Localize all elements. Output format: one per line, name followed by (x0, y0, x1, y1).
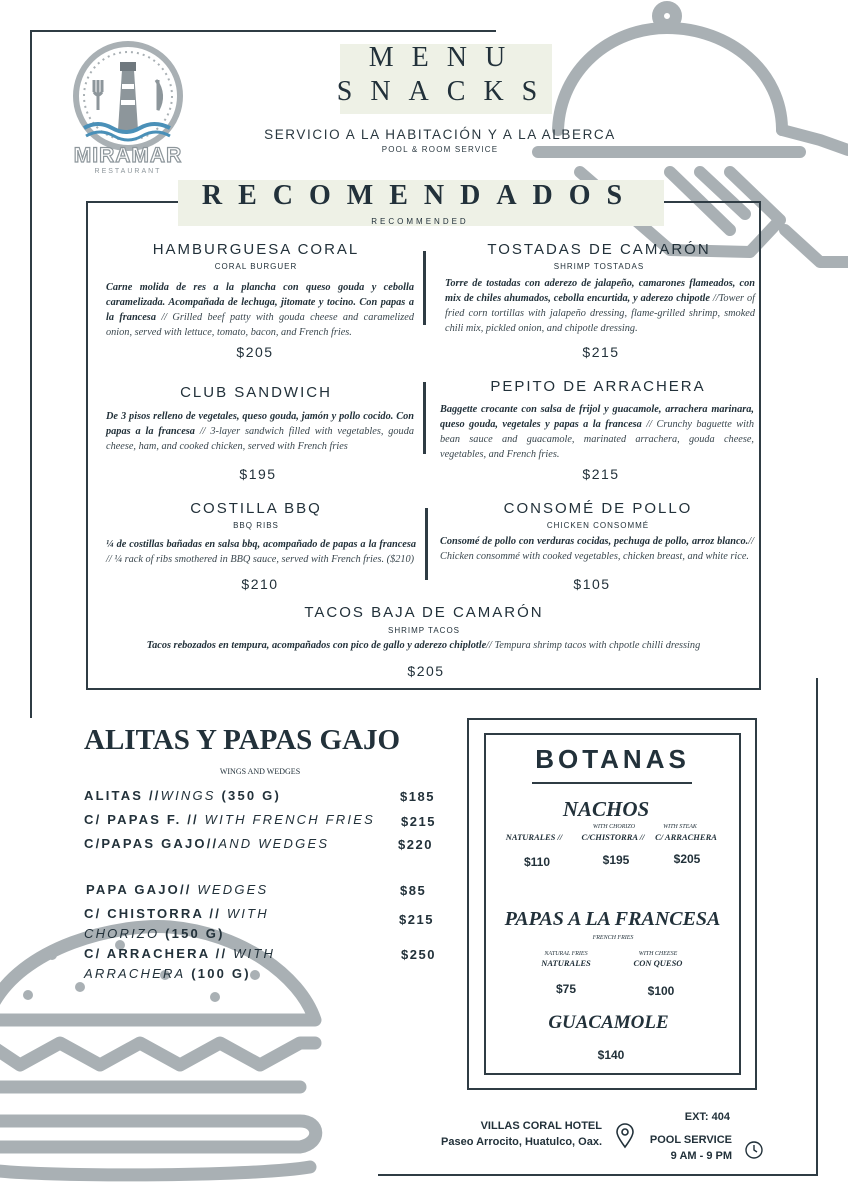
wings-item-es: C/ CHISTORRA // (84, 906, 227, 921)
clock-icon (744, 1140, 764, 1160)
frame-left-line (30, 30, 32, 718)
description-en: //Tower of fried corn tortillas with jalapeño dressing, flame-grilled shrimp, smoked chili mix, pickled onion, and chipotle dressing. (445, 293, 755, 334)
menu-item-description (106, 537, 416, 567)
wings-item-price: $85 (400, 883, 427, 898)
description-en: // ¼ rack of ribs smothered in BBQ sauce, served with French fries. ($210) (106, 554, 415, 565)
menu-item-price: $215 (582, 466, 620, 482)
wings-item-extra: (150 G) (159, 926, 225, 941)
description-en: // Crunchy baguette with bean sauce and guacamole, marinated arrachera, gouda cheese, vegetables, and French fries. (440, 419, 754, 460)
menu-item-name: HAMBURGUESA CORAL (152, 241, 360, 258)
menu-item-name: COSTILLA BBQ (190, 500, 322, 517)
nachos-price: $205 (673, 852, 701, 866)
wings-item-es: C/ PAPAS F. // (84, 812, 205, 827)
brand-tag: RESTAURANT (94, 168, 162, 175)
description-en: // Tempura shrimp tacos with chpotle chilli dressing (486, 640, 701, 651)
fries-option: NATURALES (541, 958, 591, 968)
column-divider (423, 251, 426, 325)
hotel-name: VILLAS CORAL HOTEL (480, 1120, 602, 1132)
wings-item (84, 786, 384, 806)
menu-item-price: $105 (573, 576, 611, 592)
frame-bottom-line (378, 1174, 818, 1176)
description-en: // Chicken consommé with cooked vegetables, chicken breast, and white rice. (440, 536, 754, 562)
fries-option: CON QUESO (633, 958, 683, 968)
menu-item-name: PEPITO DE ARRACHERA (490, 378, 706, 395)
wings-item-es: C/PAPAS GAJO// (84, 836, 219, 851)
wings-item-es: ALITAS // (84, 788, 161, 803)
wings-item-en: WITH ARRACHERA (84, 946, 276, 981)
nachos-option: C/CHISTORRA // (581, 832, 645, 842)
wings-item-es: C/ ARRACHERA // (84, 946, 234, 961)
wings-item-price: $250 (401, 947, 436, 962)
menu-item-price: $215 (582, 344, 620, 360)
menu-item-name-en: BBQ RIBS (233, 521, 279, 530)
nachos-option: C/ ARRACHERA (655, 832, 717, 842)
menu-item-name-en: SHRIMP TACOS (387, 626, 460, 635)
wings-item-extra: (100 G) (185, 966, 251, 981)
fries-price: $75 (555, 982, 577, 996)
menu-item-price: $195 (239, 466, 277, 482)
menu-item-name-en: CHICKEN CONSOMMÉ (546, 521, 650, 530)
botanas-underline (532, 782, 692, 784)
frame-top-line (30, 30, 496, 32)
menu-item-price: $205 (236, 344, 274, 360)
guacamole-price: $140 (597, 1048, 625, 1062)
menu-item-name: TOSTADAS DE CAMARÓN (487, 241, 711, 258)
wings-item-en: WITH CHORIZO (84, 906, 269, 941)
service-subtitle-en: POOL & ROOM SERVICE (381, 145, 499, 154)
menu-item-price: $210 (241, 576, 279, 592)
description-es: Tacos rebozados en tempura, acompañados con pico de gallo y aderezo chiplotle (146, 640, 487, 651)
menu-item-name: CONSOMÉ DE POLLO (503, 500, 693, 517)
wings-item-price: $215 (399, 912, 434, 927)
menu-item-description (440, 534, 754, 564)
description-es: Carne molida de res a la plancha con queso gouda y cebolla caramelizada. Acompañada de lechuga, jitomate y tocino. Con papas a la francesa (106, 282, 414, 323)
description-es: Baggette crocante con salsa de frijol y guacamole, arrachera marinara, queso gouda, vegetales y papas a la francesa (440, 404, 754, 430)
description-en: // Grilled beef patty with gouda cheese and caramelized onion, served with lettuce, tomato, bacon, and French fries. (106, 312, 414, 338)
menu-item-description (106, 280, 414, 340)
wings-item (86, 880, 386, 900)
menu-item-description (445, 276, 755, 336)
menu-item-description (96, 638, 751, 653)
fries-option-en: WITH CHEESE (638, 951, 678, 957)
nachos-option-en: WITH CHORIZO (592, 824, 636, 830)
menu-item-description (106, 409, 414, 454)
recommended-title: RECOMENDADOS (201, 180, 639, 211)
wings-item (84, 904, 324, 944)
wings-item (84, 810, 414, 830)
wings-item-price: $185 (400, 789, 435, 804)
wings-item (84, 834, 414, 854)
description-es: Consomé de pollo con verduras cocidas, pechuga de pollo, arroz blanco. (440, 536, 749, 547)
wings-item (84, 944, 324, 984)
nachos-option: NATURALES // (505, 832, 563, 842)
guacamole-title: GUACAMOLE (548, 1012, 669, 1033)
fries-subtitle: FRENCH FRIES (592, 935, 634, 941)
nachos-option-en: WITH STEAK (663, 824, 697, 830)
botanas-title: BOTANAS (535, 744, 690, 774)
brand-name: MIRAMAR (73, 144, 183, 167)
fries-title: PAPAS A LA FRANCESA (504, 908, 721, 930)
wings-section-subtitle: WINGS AND WEDGES (219, 767, 301, 776)
wings-item-en: AND WEDGES (218, 836, 330, 851)
frame-right-line (816, 678, 818, 1176)
fries-option-en: NATURAL FRIES (544, 951, 588, 957)
description-es: ¼ de costillas bañadas en salsa bbq, acompañado de papas a la francesa (106, 539, 416, 550)
wings-item-price: $215 (401, 814, 436, 829)
wings-section-title: ALITAS Y PAPAS GAJO (84, 724, 401, 756)
description-es: De 3 pisos relleno de vegetales, queso gouda, jamón y pollo cocido. Con papas a la francesa (106, 411, 414, 437)
extension: EXT: 404 (684, 1111, 730, 1123)
wings-item-price: $220 (398, 837, 433, 852)
menu-item-name: TACOS BAJA DE CAMARÓN (304, 604, 544, 621)
service-hours: 9 AM - 9 PM (670, 1150, 732, 1162)
menu-item-name: CLUB SANDWICH (180, 384, 332, 401)
menu-item-name-en: CORAL BURGUER (214, 262, 298, 271)
restaurant-logo (58, 40, 198, 180)
hotel-address: Paseo Arrocito, Huatulco, Oax. (441, 1136, 602, 1148)
menu-item-description (440, 402, 754, 462)
wings-item-en: WEDGES (197, 882, 269, 897)
nachos-price: $110 (523, 855, 551, 869)
description-en: // 3-layer sandwich filled with vegetables, gouda cheese, ham, and cooked chicken, served with French fries (106, 426, 415, 452)
menu-item-price: $205 (407, 663, 445, 679)
nachos-title: NACHOS (562, 797, 650, 821)
fries-price: $100 (647, 984, 675, 998)
recommended-subtitle: RECOMMENDED (371, 217, 469, 226)
column-divider (425, 508, 428, 580)
wings-item-en: WINGS (160, 788, 216, 803)
description-es: Torre de tostadas con aderezo de jalapeño, camarones flameados, con mix de chiles ahumados, cebolla encurtida, y aderezo chipotle (445, 278, 755, 304)
menu-item-name-en: SHRIMP TOSTADAS (553, 262, 645, 271)
wings-item-extra: (350 G) (215, 788, 281, 803)
wings-item-es: PAPA GAJO// (86, 882, 198, 897)
menu-title: MENU (368, 42, 524, 73)
snacks-title: SNACKS (336, 76, 556, 107)
service-subtitle: SERVICIO A LA HABITACIÓN Y A LA ALBERCA (264, 127, 616, 142)
nachos-price: $195 (602, 853, 630, 867)
pool-service-label: POOL SERVICE (649, 1134, 732, 1146)
wings-item-en: WITH FRENCH FRIES (204, 812, 375, 827)
column-divider (423, 382, 426, 454)
